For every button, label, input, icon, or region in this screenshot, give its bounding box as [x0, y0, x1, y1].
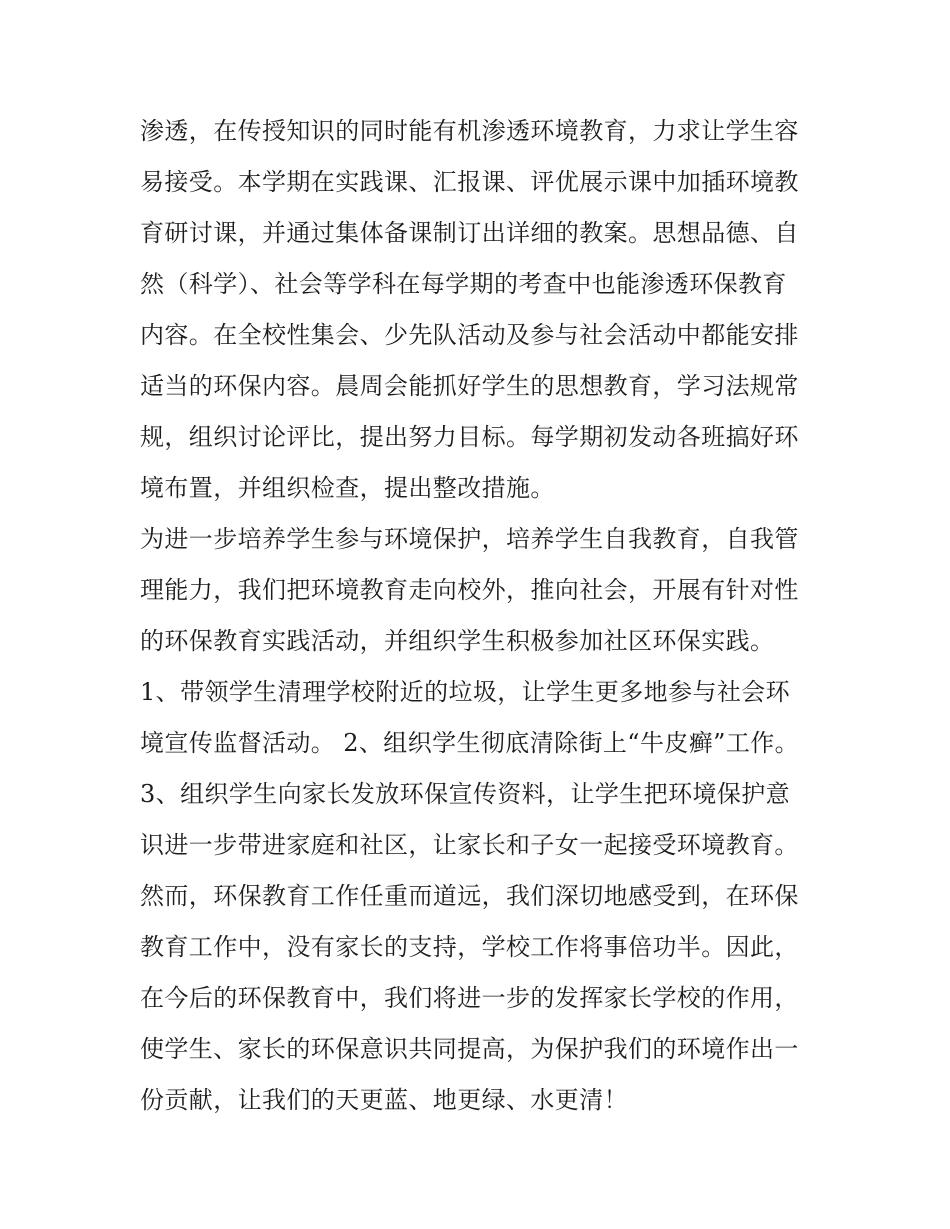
text-line: 理能力，我们把环境教育走向校外，推向社会，开展有针对性: [140, 576, 799, 604]
text-line: 1、带领学生清理学校附近的垃圾，让学生更多地参与社会环: [140, 678, 791, 706]
text-line: 识进一步带进家庭和社区，让家长和子女一起接受环境教育。: [140, 831, 799, 859]
text-line: 使学生、家长的环保意识共同提高，为保护我们的环境作出一: [140, 1035, 799, 1063]
text-line: 的环保教育实践活动，并组织学生积极参加社区环保实践。: [140, 627, 775, 655]
text-line: 在今后的环保教育中，我们将进一步的发挥家长学校的作用，: [140, 984, 799, 1012]
text-line: 内容。在全校性集会、少先队活动及参与社会活动中都能安排: [140, 321, 799, 349]
text-line: 教育工作中，没有家长的支持，学校工作将事倍功半。因此，: [140, 933, 799, 961]
text-line: 为进一步培养学生参与环境保护，培养学生自我教育，自我管: [140, 525, 799, 553]
text-line: 境布置，并组织检查，提出整改措施。: [140, 474, 555, 502]
text-line: 育研讨课，并通过集体备课制订出详细的教案。思想品德、自: [140, 219, 799, 247]
text-line: 然（科学）、社会等学科在每学期的考查中也能渗透环保教育: [140, 270, 787, 298]
text-line: 然而，环保教育工作任重而道远，我们深切地感受到，在环保: [140, 882, 799, 910]
text-line: 渗透，在传授知识的同时能有机渗透环境教育，力求让学生容: [140, 117, 799, 145]
text-line: 易接受。本学期在实践课、汇报课、评优展示课中加插环境教: [140, 168, 799, 196]
document-body: [140, 106, 820, 1126]
text-line: 适当的环保内容。晨周会能抓好学生的思想教育，学习法规常: [140, 372, 799, 400]
text-line: 境宣传监督活动。 2、组织学生彻底清除街上“牛皮癣”工作。: [140, 729, 800, 757]
text-line: 规，组织讨论评比，提出努力目标。每学期初发动各班搞好环: [140, 423, 799, 451]
text-line: 3、组织学生向家长发放环保宣传资料，让学生把环境保护意: [140, 780, 791, 808]
text-line: 份贡献，让我们的天更蓝、地更绿、水更清！: [140, 1086, 628, 1114]
